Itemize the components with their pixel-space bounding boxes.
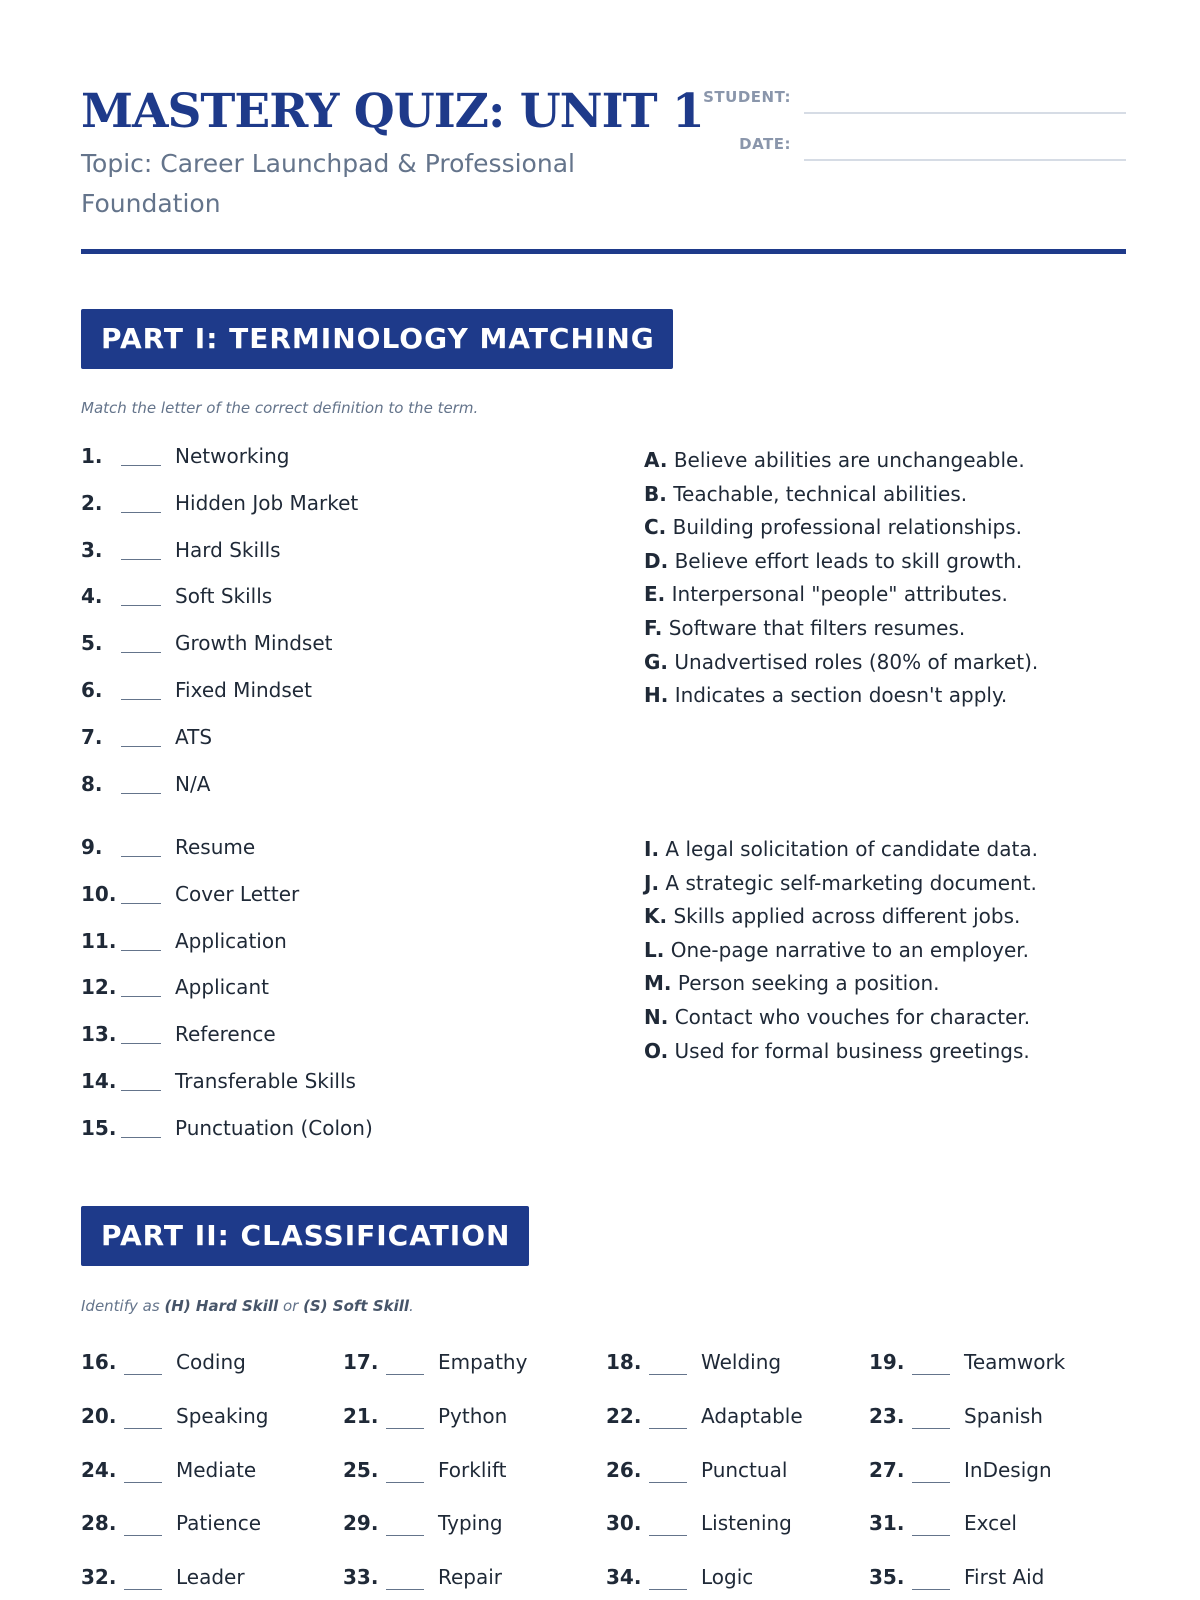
skill-label: Welding bbox=[701, 1350, 782, 1374]
question-number: 10. bbox=[81, 881, 117, 906]
answer-blank[interactable] bbox=[121, 559, 161, 560]
page-subtitle: Topic: Career Launchpad & Professional Foundation bbox=[81, 149, 575, 218]
matching-row bbox=[81, 975, 601, 1005]
instructions-text: Identify as bbox=[81, 1297, 165, 1315]
definition-letter: H. bbox=[644, 683, 669, 708]
answer-blank[interactable] bbox=[121, 1043, 161, 1044]
student-name-line[interactable] bbox=[804, 112, 1126, 114]
classification-item bbox=[81, 1404, 331, 1436]
term-label: Applicant bbox=[175, 975, 269, 1000]
definition-item bbox=[644, 612, 1164, 646]
definition-text: Used for formal business greetings. bbox=[674, 1038, 1030, 1063]
classification-item bbox=[869, 1565, 1119, 1597]
definition-letter: O. bbox=[644, 1038, 669, 1063]
definition-item bbox=[644, 646, 1164, 680]
part2-instructions bbox=[81, 1297, 414, 1315]
definition-text: Unadvertised roles (80% of market). bbox=[674, 649, 1039, 674]
classification-item bbox=[869, 1458, 1119, 1490]
page-title: MASTERY QUIZ: UNIT 1 bbox=[81, 84, 704, 139]
part1-banner: PART I: TERMINOLOGY MATCHING bbox=[81, 309, 673, 369]
matching-row bbox=[81, 725, 601, 755]
answer-blank[interactable] bbox=[121, 856, 161, 857]
definition-text: Believe abilities are unchangeable. bbox=[673, 448, 1025, 472]
question-number: 22. bbox=[606, 1403, 642, 1428]
definition-letter: D. bbox=[644, 548, 669, 573]
hard-skill-key: (H) Hard Skill bbox=[164, 1297, 279, 1315]
definition-text: Skills applied across different jobs. bbox=[673, 904, 1021, 929]
question-number: 27. bbox=[869, 1457, 905, 1482]
date-field[interactable] bbox=[691, 131, 1126, 161]
answer-blank[interactable] bbox=[649, 1535, 687, 1536]
definition-item bbox=[644, 1001, 1164, 1035]
definition-text: Believe effort leads to skill growth. bbox=[674, 548, 1023, 573]
question-number: 35. bbox=[869, 1565, 905, 1590]
definition-text: Building professional relationships. bbox=[672, 515, 1023, 540]
question-number: 30. bbox=[606, 1511, 642, 1536]
classification-item bbox=[869, 1404, 1119, 1436]
classification-item bbox=[606, 1404, 856, 1436]
definitions-list-i-o bbox=[644, 833, 1164, 1068]
answer-blank[interactable] bbox=[124, 1589, 162, 1590]
classification-item bbox=[869, 1511, 1119, 1543]
answer-blank[interactable] bbox=[649, 1428, 687, 1429]
classification-item bbox=[343, 1511, 593, 1543]
question-number: 29. bbox=[343, 1511, 379, 1536]
question-number: 6. bbox=[81, 678, 103, 702]
classification-item bbox=[606, 1458, 856, 1490]
definition-item bbox=[644, 1035, 1164, 1069]
question-number: 13. bbox=[81, 1022, 117, 1047]
definition-text: Interpersonal "people" attributes. bbox=[671, 582, 1008, 607]
date-line[interactable] bbox=[804, 159, 1126, 161]
classification-item bbox=[81, 1565, 331, 1597]
definition-item bbox=[644, 545, 1164, 579]
question-number: 19. bbox=[869, 1350, 905, 1374]
question-number: 8. bbox=[81, 771, 103, 796]
answer-blank[interactable] bbox=[386, 1482, 424, 1483]
definition-item bbox=[644, 444, 1164, 478]
question-number: 5. bbox=[81, 631, 103, 656]
skill-label: Logic bbox=[701, 1565, 754, 1590]
answer-blank[interactable] bbox=[121, 512, 161, 513]
student-field[interactable] bbox=[691, 84, 1126, 114]
answer-blank[interactable] bbox=[124, 1482, 162, 1483]
question-number: 15. bbox=[81, 1115, 117, 1140]
definition-item bbox=[644, 967, 1164, 1001]
instructions-period: . bbox=[409, 1297, 414, 1315]
definition-text: Indicates a section doesn't apply. bbox=[674, 683, 1008, 708]
skill-label: Excel bbox=[964, 1511, 1017, 1536]
answer-blank[interactable] bbox=[649, 1482, 687, 1483]
question-number: 18. bbox=[606, 1350, 642, 1374]
answer-blank[interactable] bbox=[121, 950, 161, 951]
answer-blank[interactable] bbox=[912, 1428, 950, 1429]
skill-label: Coding bbox=[176, 1350, 246, 1374]
answer-blank[interactable] bbox=[912, 1374, 950, 1375]
definition-letter: K. bbox=[644, 904, 668, 929]
term-label: Soft Skills bbox=[175, 584, 273, 609]
definitions-list-a-h bbox=[644, 444, 1164, 713]
matching-row bbox=[81, 491, 601, 521]
matching-row bbox=[81, 772, 601, 802]
instructions-or: or bbox=[278, 1297, 304, 1315]
classification-item bbox=[606, 1565, 856, 1597]
answer-blank[interactable] bbox=[386, 1589, 424, 1590]
definition-item bbox=[644, 833, 1164, 867]
classification-item bbox=[606, 1350, 856, 1382]
definition-item bbox=[644, 867, 1164, 901]
skill-label: Leader bbox=[176, 1565, 245, 1590]
question-number: 28. bbox=[81, 1511, 117, 1536]
classification-item bbox=[869, 1350, 1119, 1382]
answer-blank[interactable] bbox=[121, 465, 161, 466]
classification-item bbox=[343, 1404, 593, 1436]
matching-row bbox=[81, 631, 601, 661]
definition-item bbox=[644, 900, 1164, 934]
definition-text: Teachable, technical abilities. bbox=[673, 481, 968, 506]
question-number: 14. bbox=[81, 1069, 117, 1093]
soft-skill-key: (S) Soft Skill bbox=[303, 1297, 410, 1315]
part1-instructions: Match the letter of the correct definition to the term. bbox=[81, 399, 479, 417]
question-number: 23. bbox=[869, 1403, 905, 1428]
classification-item bbox=[81, 1458, 331, 1490]
answer-blank[interactable] bbox=[912, 1535, 950, 1536]
answer-blank[interactable] bbox=[124, 1535, 162, 1536]
question-number: 4. bbox=[81, 584, 103, 609]
skill-label: Listening bbox=[701, 1511, 792, 1536]
matching-row bbox=[81, 882, 601, 912]
skill-label: Repair bbox=[438, 1565, 503, 1590]
answer-blank[interactable] bbox=[912, 1482, 950, 1483]
question-number: 26. bbox=[606, 1457, 642, 1482]
definition-letter: L. bbox=[644, 937, 665, 962]
question-number: 2. bbox=[81, 490, 103, 515]
definition-letter: A. bbox=[644, 448, 668, 472]
term-label: Transferable Skills bbox=[175, 1069, 356, 1093]
term-label: Application bbox=[175, 928, 287, 953]
term-label: ATS bbox=[175, 724, 213, 749]
definition-letter: B. bbox=[644, 481, 667, 506]
skill-label: Patience bbox=[176, 1511, 262, 1536]
classification-item bbox=[81, 1511, 331, 1543]
question-number: 7. bbox=[81, 724, 103, 749]
term-label: Growth Mindset bbox=[175, 631, 333, 656]
answer-blank[interactable] bbox=[649, 1374, 687, 1375]
definition-item bbox=[644, 679, 1164, 713]
definition-text: A legal solicitation of candidate data. bbox=[665, 837, 1038, 861]
matching-row bbox=[81, 835, 601, 865]
skill-label: Typing bbox=[438, 1511, 503, 1536]
classification-item bbox=[343, 1565, 593, 1597]
answer-blank[interactable] bbox=[121, 1137, 161, 1138]
matching-row bbox=[81, 678, 601, 708]
skill-label: Punctual bbox=[701, 1457, 788, 1482]
question-number: 1. bbox=[81, 444, 103, 468]
definition-item bbox=[644, 934, 1164, 968]
skill-label: Empathy bbox=[438, 1350, 528, 1374]
quiz-header bbox=[81, 84, 1126, 254]
skill-label: Adaptable bbox=[701, 1403, 803, 1428]
definition-letter: I. bbox=[644, 837, 660, 861]
term-label: Hidden Job Market bbox=[175, 490, 359, 515]
definition-letter: J. bbox=[644, 870, 660, 895]
definition-letter: F. bbox=[644, 615, 663, 640]
matching-row bbox=[81, 538, 601, 568]
date-label: DATE: bbox=[739, 135, 791, 153]
term-label: Cover Letter bbox=[175, 881, 300, 906]
answer-blank[interactable] bbox=[121, 699, 161, 700]
definition-letter: N. bbox=[644, 1004, 669, 1029]
definition-letter: M. bbox=[644, 971, 672, 996]
student-label: STUDENT: bbox=[703, 88, 791, 106]
matching-row bbox=[81, 444, 601, 474]
definition-item bbox=[644, 511, 1164, 545]
answer-blank[interactable] bbox=[121, 652, 161, 653]
skill-label: First Aid bbox=[964, 1565, 1045, 1590]
classification-item bbox=[343, 1350, 593, 1382]
question-number: 20. bbox=[81, 1403, 117, 1428]
term-label: Networking bbox=[175, 444, 290, 468]
definition-text: One-page narrative to an employer. bbox=[670, 937, 1030, 962]
skill-label: InDesign bbox=[964, 1457, 1052, 1482]
skill-label: Spanish bbox=[964, 1403, 1043, 1428]
question-number: 11. bbox=[81, 928, 117, 953]
answer-blank[interactable] bbox=[386, 1374, 424, 1375]
term-label: Punctuation (Colon) bbox=[175, 1115, 373, 1140]
term-label: N/A bbox=[175, 771, 211, 796]
question-number: 24. bbox=[81, 1457, 117, 1482]
definition-letter: C. bbox=[644, 515, 667, 540]
part2-banner: PART II: CLASSIFICATION bbox=[81, 1206, 529, 1266]
skill-label: Speaking bbox=[176, 1403, 269, 1428]
matching-row bbox=[81, 1022, 601, 1052]
question-number: 16. bbox=[81, 1350, 117, 1374]
term-label: Hard Skills bbox=[175, 537, 281, 562]
definition-item bbox=[644, 478, 1164, 512]
answer-blank[interactable] bbox=[912, 1589, 950, 1590]
answer-blank[interactable] bbox=[649, 1589, 687, 1590]
question-number: 17. bbox=[343, 1350, 379, 1374]
answer-blank[interactable] bbox=[386, 1428, 424, 1429]
answer-blank[interactable] bbox=[386, 1535, 424, 1536]
answer-blank[interactable] bbox=[121, 605, 161, 606]
matching-row bbox=[81, 584, 601, 614]
answer-blank[interactable] bbox=[121, 996, 161, 997]
question-number: 31. bbox=[869, 1511, 905, 1536]
skill-label: Python bbox=[438, 1403, 508, 1428]
answer-blank[interactable] bbox=[124, 1428, 162, 1429]
answer-blank[interactable] bbox=[121, 903, 161, 904]
classification-item bbox=[606, 1511, 856, 1543]
matching-row bbox=[81, 929, 601, 959]
question-number: 25. bbox=[343, 1457, 379, 1482]
skill-label: Forklift bbox=[438, 1457, 507, 1482]
answer-blank[interactable] bbox=[121, 746, 161, 747]
definition-item bbox=[644, 578, 1164, 612]
definition-text: Person seeking a position. bbox=[677, 971, 940, 996]
question-number: 34. bbox=[606, 1565, 642, 1590]
term-label: Reference bbox=[175, 1022, 276, 1047]
matching-row bbox=[81, 1069, 601, 1099]
term-label: Resume bbox=[175, 835, 256, 859]
question-number: 21. bbox=[343, 1403, 379, 1428]
answer-blank[interactable] bbox=[121, 1090, 161, 1091]
term-label: Fixed Mindset bbox=[175, 678, 312, 702]
definition-letter: E. bbox=[644, 582, 666, 607]
matching-row bbox=[81, 1116, 601, 1146]
definition-letter: G. bbox=[644, 649, 669, 674]
definition-text: Software that filters resumes. bbox=[668, 615, 966, 640]
question-number: 33. bbox=[343, 1565, 379, 1590]
answer-blank[interactable] bbox=[121, 793, 161, 794]
answer-blank[interactable] bbox=[124, 1374, 162, 1375]
classification-item bbox=[81, 1350, 331, 1382]
skill-label: Mediate bbox=[176, 1457, 257, 1482]
definition-text: Contact who vouches for character. bbox=[674, 1004, 1031, 1029]
classification-item bbox=[343, 1458, 593, 1490]
question-number: 12. bbox=[81, 975, 117, 1000]
question-number: 3. bbox=[81, 537, 103, 562]
question-number: 9. bbox=[81, 835, 103, 859]
definition-text: A strategic self-marketing document. bbox=[665, 870, 1037, 895]
skill-label: Teamwork bbox=[964, 1350, 1066, 1374]
question-number: 32. bbox=[81, 1565, 117, 1590]
